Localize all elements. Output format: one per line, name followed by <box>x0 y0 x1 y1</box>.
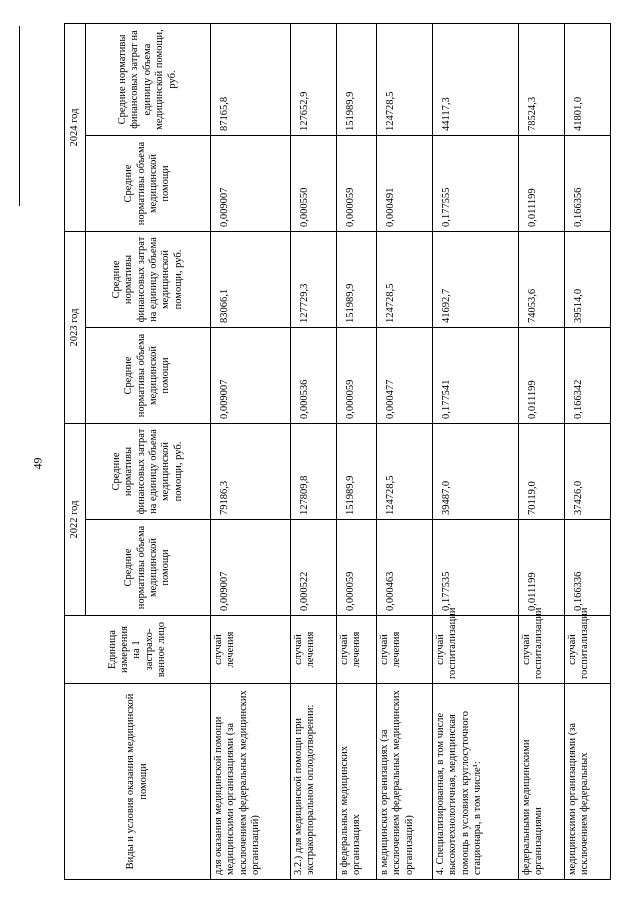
cell-volume-2023: 0,177541 <box>433 328 519 424</box>
header-year-2024: 2024 год <box>65 24 86 232</box>
medical-norms-table <box>64 23 611 880</box>
cell-cost-2022: 124728,5 <box>377 424 433 520</box>
cell-volume-2024: 0,166356 <box>565 136 611 232</box>
cell-volume-2023: 0,166342 <box>565 328 611 424</box>
header-cost-2023: Средние нормативы финансовых затрат на единицу объема медицинской помощи, руб. <box>86 232 211 328</box>
cell-volume-2022: 0,000059 <box>337 520 377 616</box>
cell-cost-2022: 79186,3 <box>211 424 291 520</box>
row-label: для оказания медицинской помощи медицинскими организациями (за исключением федеральных медицинских организаций) <box>211 684 291 880</box>
row-label: в медицинских организациях (за исключением федеральных медицинских организаций) <box>377 684 433 880</box>
table-row <box>291 24 337 880</box>
cell-volume-2024: 0,009007 <box>211 136 291 232</box>
cell-volume-2023: 0,000477 <box>377 328 433 424</box>
cell-volume-2022: 0,000463 <box>377 520 433 616</box>
header-unit: Единица измерения на 1 застрахо-ванное лицо <box>65 616 211 684</box>
cell-volume-2023: 0,011199 <box>519 328 565 424</box>
row-unit: случай лечения <box>291 616 337 684</box>
cell-volume-2024: 0,177555 <box>433 136 519 232</box>
cell-cost-2024: 41801,0 <box>565 24 611 136</box>
cell-cost-2024: 44117,3 <box>433 24 519 136</box>
cell-cost-2023: 74053,6 <box>519 232 565 328</box>
header-kind: Виды и условия оказания медицинской помощи <box>65 684 211 880</box>
row-unit: случай лечения <box>211 616 291 684</box>
cell-volume-2024: 0,000550 <box>291 136 337 232</box>
cell-cost-2023: 41692,7 <box>433 232 519 328</box>
header-volume-2022: Средние нормативы объема медицинской помощи <box>86 520 211 616</box>
row-label: 3.2.) для медицинской помощи при экстракорпоральном оплодотворении: <box>291 684 337 880</box>
cell-cost-2023: 151989,9 <box>337 232 377 328</box>
row-unit: случай госпитализации <box>433 616 519 684</box>
cell-cost-2022: 127809,8 <box>291 424 337 520</box>
cell-volume-2022: 0,011199 <box>519 520 565 616</box>
header-volume-2024: Средние нормативы объема медицинской помощи <box>86 136 211 232</box>
cell-cost-2024: 127652,9 <box>291 24 337 136</box>
cell-cost-2024: 78524,3 <box>519 24 565 136</box>
header-volume-2023: Средние нормативы объема медицинской помощи <box>86 328 211 424</box>
cell-cost-2023: 83066,1 <box>211 232 291 328</box>
row-label: федеральными медицинскими организациями <box>519 684 565 880</box>
cell-cost-2023: 39514,0 <box>565 232 611 328</box>
table-row <box>433 24 519 880</box>
cell-volume-2024: 0,000491 <box>377 136 433 232</box>
page-number: 49 <box>30 457 45 470</box>
table-row <box>377 24 433 880</box>
cell-cost-2023: 124728,5 <box>377 232 433 328</box>
cell-cost-2024: 151989,9 <box>337 24 377 136</box>
cell-cost-2022: 39487,0 <box>433 424 519 520</box>
row-unit: случай госпитализации <box>519 616 565 684</box>
cell-volume-2023: 0,000059 <box>337 328 377 424</box>
table-row <box>565 24 611 880</box>
row-label: в федеральных медицинских организациях <box>337 684 377 880</box>
cell-cost-2022: 70119,0 <box>519 424 565 520</box>
cell-cost-2023: 127729,3 <box>291 232 337 328</box>
row-unit: случай лечения <box>337 616 377 684</box>
cell-volume-2023: 0,000536 <box>291 328 337 424</box>
cell-cost-2024: 87165,8 <box>211 24 291 136</box>
table-row <box>211 24 291 880</box>
header-cost-2022: Средние нормативы финансовых затрат на единицу объема медицинской помощи, руб. <box>86 424 211 520</box>
cell-volume-2023: 0,009007 <box>211 328 291 424</box>
row-label: 4. Специализированная, в том числе высокотехнологичная, медицинская помощь в условиях круглосуточного стационара, в том числе¹: <box>433 684 519 880</box>
header-cost-2024: Средние нормативы финансовых затрат на единицу объема медицинской помощи, руб. <box>86 24 211 136</box>
cell-cost-2024: 124728,5 <box>377 24 433 136</box>
cell-volume-2024: 0,000059 <box>337 136 377 232</box>
cell-volume-2024: 0,011199 <box>519 136 565 232</box>
row-unit: случай госпитализации <box>565 616 611 684</box>
header-year-2022: 2022 год <box>65 424 86 616</box>
header-row-years <box>65 24 86 880</box>
row-label: медицинскими организациями (за исключением федеральных <box>565 684 611 880</box>
table-row <box>519 24 565 880</box>
header-year-2023: 2023 год <box>65 232 86 424</box>
footnote-separator-line <box>19 26 20 206</box>
cell-cost-2022: 37426,0 <box>565 424 611 520</box>
row-unit: случай лечения <box>377 616 433 684</box>
cell-volume-2022: 0,009007 <box>211 520 291 616</box>
cell-volume-2022: 0,166336 <box>565 520 611 616</box>
table-row <box>337 24 377 880</box>
cell-volume-2022: 0,177535 <box>433 520 519 616</box>
rotated-table-container <box>64 24 591 880</box>
cell-volume-2022: 0,000522 <box>291 520 337 616</box>
cell-cost-2022: 151989,9 <box>337 424 377 520</box>
